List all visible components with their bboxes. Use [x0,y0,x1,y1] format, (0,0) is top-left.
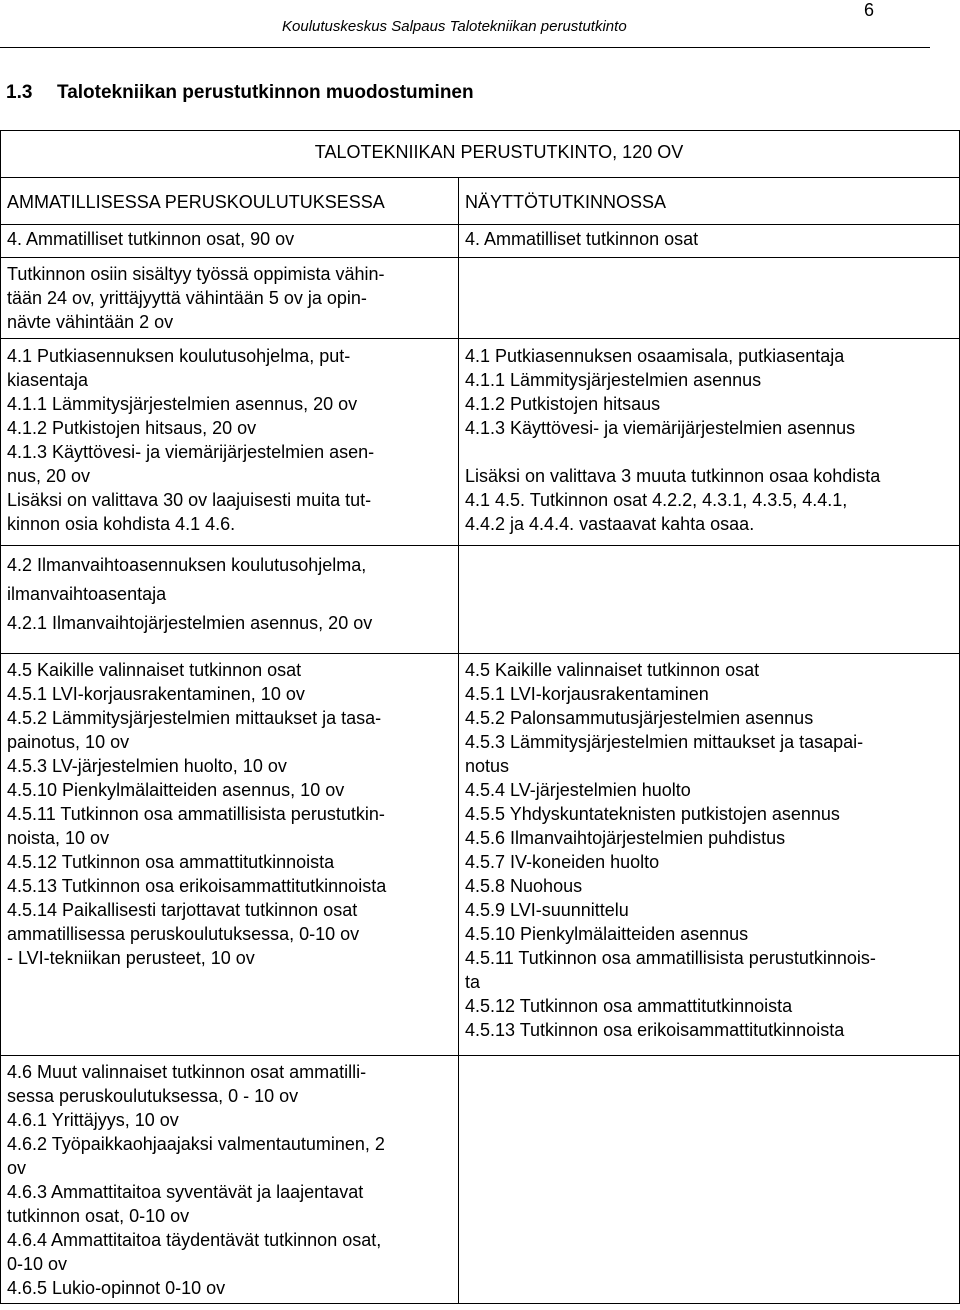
row-4-1-left-note: Lisäksi on valittava 30 ov laajuisesti muita tut- kinnon osia kohdista 4.1 4.6. [7,490,372,534]
intro-right-empty [459,258,960,339]
row-4-1-left-programme: 4.1 Putkiasennuksen koulutusohjelma, put- kiasentaja 4.1.1 Lämmitysjärjestelmien asennus, 20 ov 4.1.2 Putkistojen hitsaus, 20 ov 4.1.3 Käyttövesi- ja viemärijärjestelmien asen- nus, 20 ov [7,346,375,486]
row-4-2-item: 4.2.1 Ilmanvaihtojärjestelmien asennus, 20 ov [7,613,373,633]
left-subheader: 4. Ammatilliset tutkinnon osat, 90 ov [1,225,459,258]
row-4-1-left [1,339,459,546]
section-number: 1.3 [6,82,33,103]
row-4-2-left [1,546,459,654]
intro-left: Tutkinnon osiin sisältyy työssä oppimista vähin- tään 24 ov, yrittäjyyttä vähintään 5 ov ja opin- nävte vähintään 2 ov [1,258,459,339]
table-caption-cell [1,131,960,178]
running-header: Koulutuskeskus Salpaus Talotekniikan perustutkinto [282,18,627,35]
table-caption: TALOTEKNIIKAN PERUSTUTKINTO, 120 OV [314,142,684,162]
row-4-5-left: 4.5 Kaikille valinnaiset tutkinnon osat 4.5.1 LVI-korjausrakentaminen, 10 ov 4.5.2 Lämmitysjärjestelmien mittaukset ja tasa- painotus, 10 ov 4.5.3 LV-järjestelmien huolto, 10 ov 4.5.10 Pienkylmälaitteiden asennus, 10 ov 4.5.11 Tutkinnon osa ammatillisista perustutkin- noista, 10 ov 4.5.12 Tutkinnon osa ammattitutkinnoista 4.5.13 Tutkinnon osa erikoisammattitutkinnoista 4.5.14 Paikallisesti tarjottavat tutkinnon osat ammatillisessa peruskoulutuksessa, 0-10 ov - LVI-tekniikan perusteet, 10 ov [1,654,459,1056]
structure-table [0,130,960,1304]
right-subheader: 4. Ammatilliset tutkinnon osat [459,225,960,258]
row-4-2-title: 4.2 Ilmanvaihtoasennuksen koulutusohjelma, [7,555,367,575]
row-4-2-subtitle: ilmanvaihtoasentaja [7,584,167,604]
row-4-1-right [459,339,960,546]
section-title [6,82,474,104]
header-rule [0,47,930,48]
page-number: 6 [864,0,875,20]
row-4-6-right-empty [459,1056,960,1304]
col-right-header: NÄYTTÖTUTKINNOSSA [459,178,960,225]
row-4-6-left: 4.6 Muut valinnaiset tutkinnon osat ammatilli- sessa peruskoulutuksessa, 0 - 10 ov 4.6.1 Yrittäjyys, 10 ov 4.6.2 Työpaikkaohjaajaksi valmentautuminen, 2 ov 4.6.3 Ammattitaitoa syventävät ja laajentavat tutkinnon osat, 0-10 ov 4.6.4 Ammattitaitoa täydentävät tutkinnon osat, 0-10 ov 4.6.5 Lukio-opinnot 0-10 ov [1,1056,459,1304]
row-4-5-right: 4.5 Kaikille valinnaiset tutkinnon osat 4.5.1 LVI-korjausrakentaminen 4.5.2 Palonsammutusjärjestelmien asennus 4.5.3 Lämmitysjärjestelmien mittaukset ja tasapai- notus 4.5.4 LV-järjestelmien huolto 4.5.5 Yhdyskuntateknisten putkistojen asennus 4.5.6 Ilmanvaihtojärjestelmien puhdistus 4.5.7 IV-koneiden huolto 4.5.8 Nuohous 4.5.9 LVI-suunnittelu 4.5.10 Pienkylmälaitteiden asennus 4.5.11 Tutkinnon osa ammatillisista perustutkinnois- ta 4.5.12 Tutkinnon osa ammattitutkinnoista 4.5.13 Tutkinnon osa erikoisammattitutkinnoista [459,654,960,1056]
row-4-1-right-note: Lisäksi on valittava 3 muuta tutkinnon osaa kohdista 4.1 4.5. Tutkinnon osat 4.2.2, 4.3.1, 4.3.5, 4.4.1, 4.4.2 ja 4.4.4. vastaavat kahta osaa. [465,466,881,534]
section-title-text: Talotekniikan perustutkinnon muodostuminen [57,82,474,103]
col-left-header: AMMATILLISESSA PERUSKOULUTUKSESSA [1,178,459,225]
row-4-1-right-programme: 4.1 Putkiasennuksen osaamisala, putkiasentaja 4.1.1 Lämmitysjärjestelmien asennus 4.1.2 Putkistojen hitsaus 4.1.3 Käyttövesi- ja viemärijärjestelmien asennus [465,346,856,438]
row-4-2-right-empty [459,546,960,654]
